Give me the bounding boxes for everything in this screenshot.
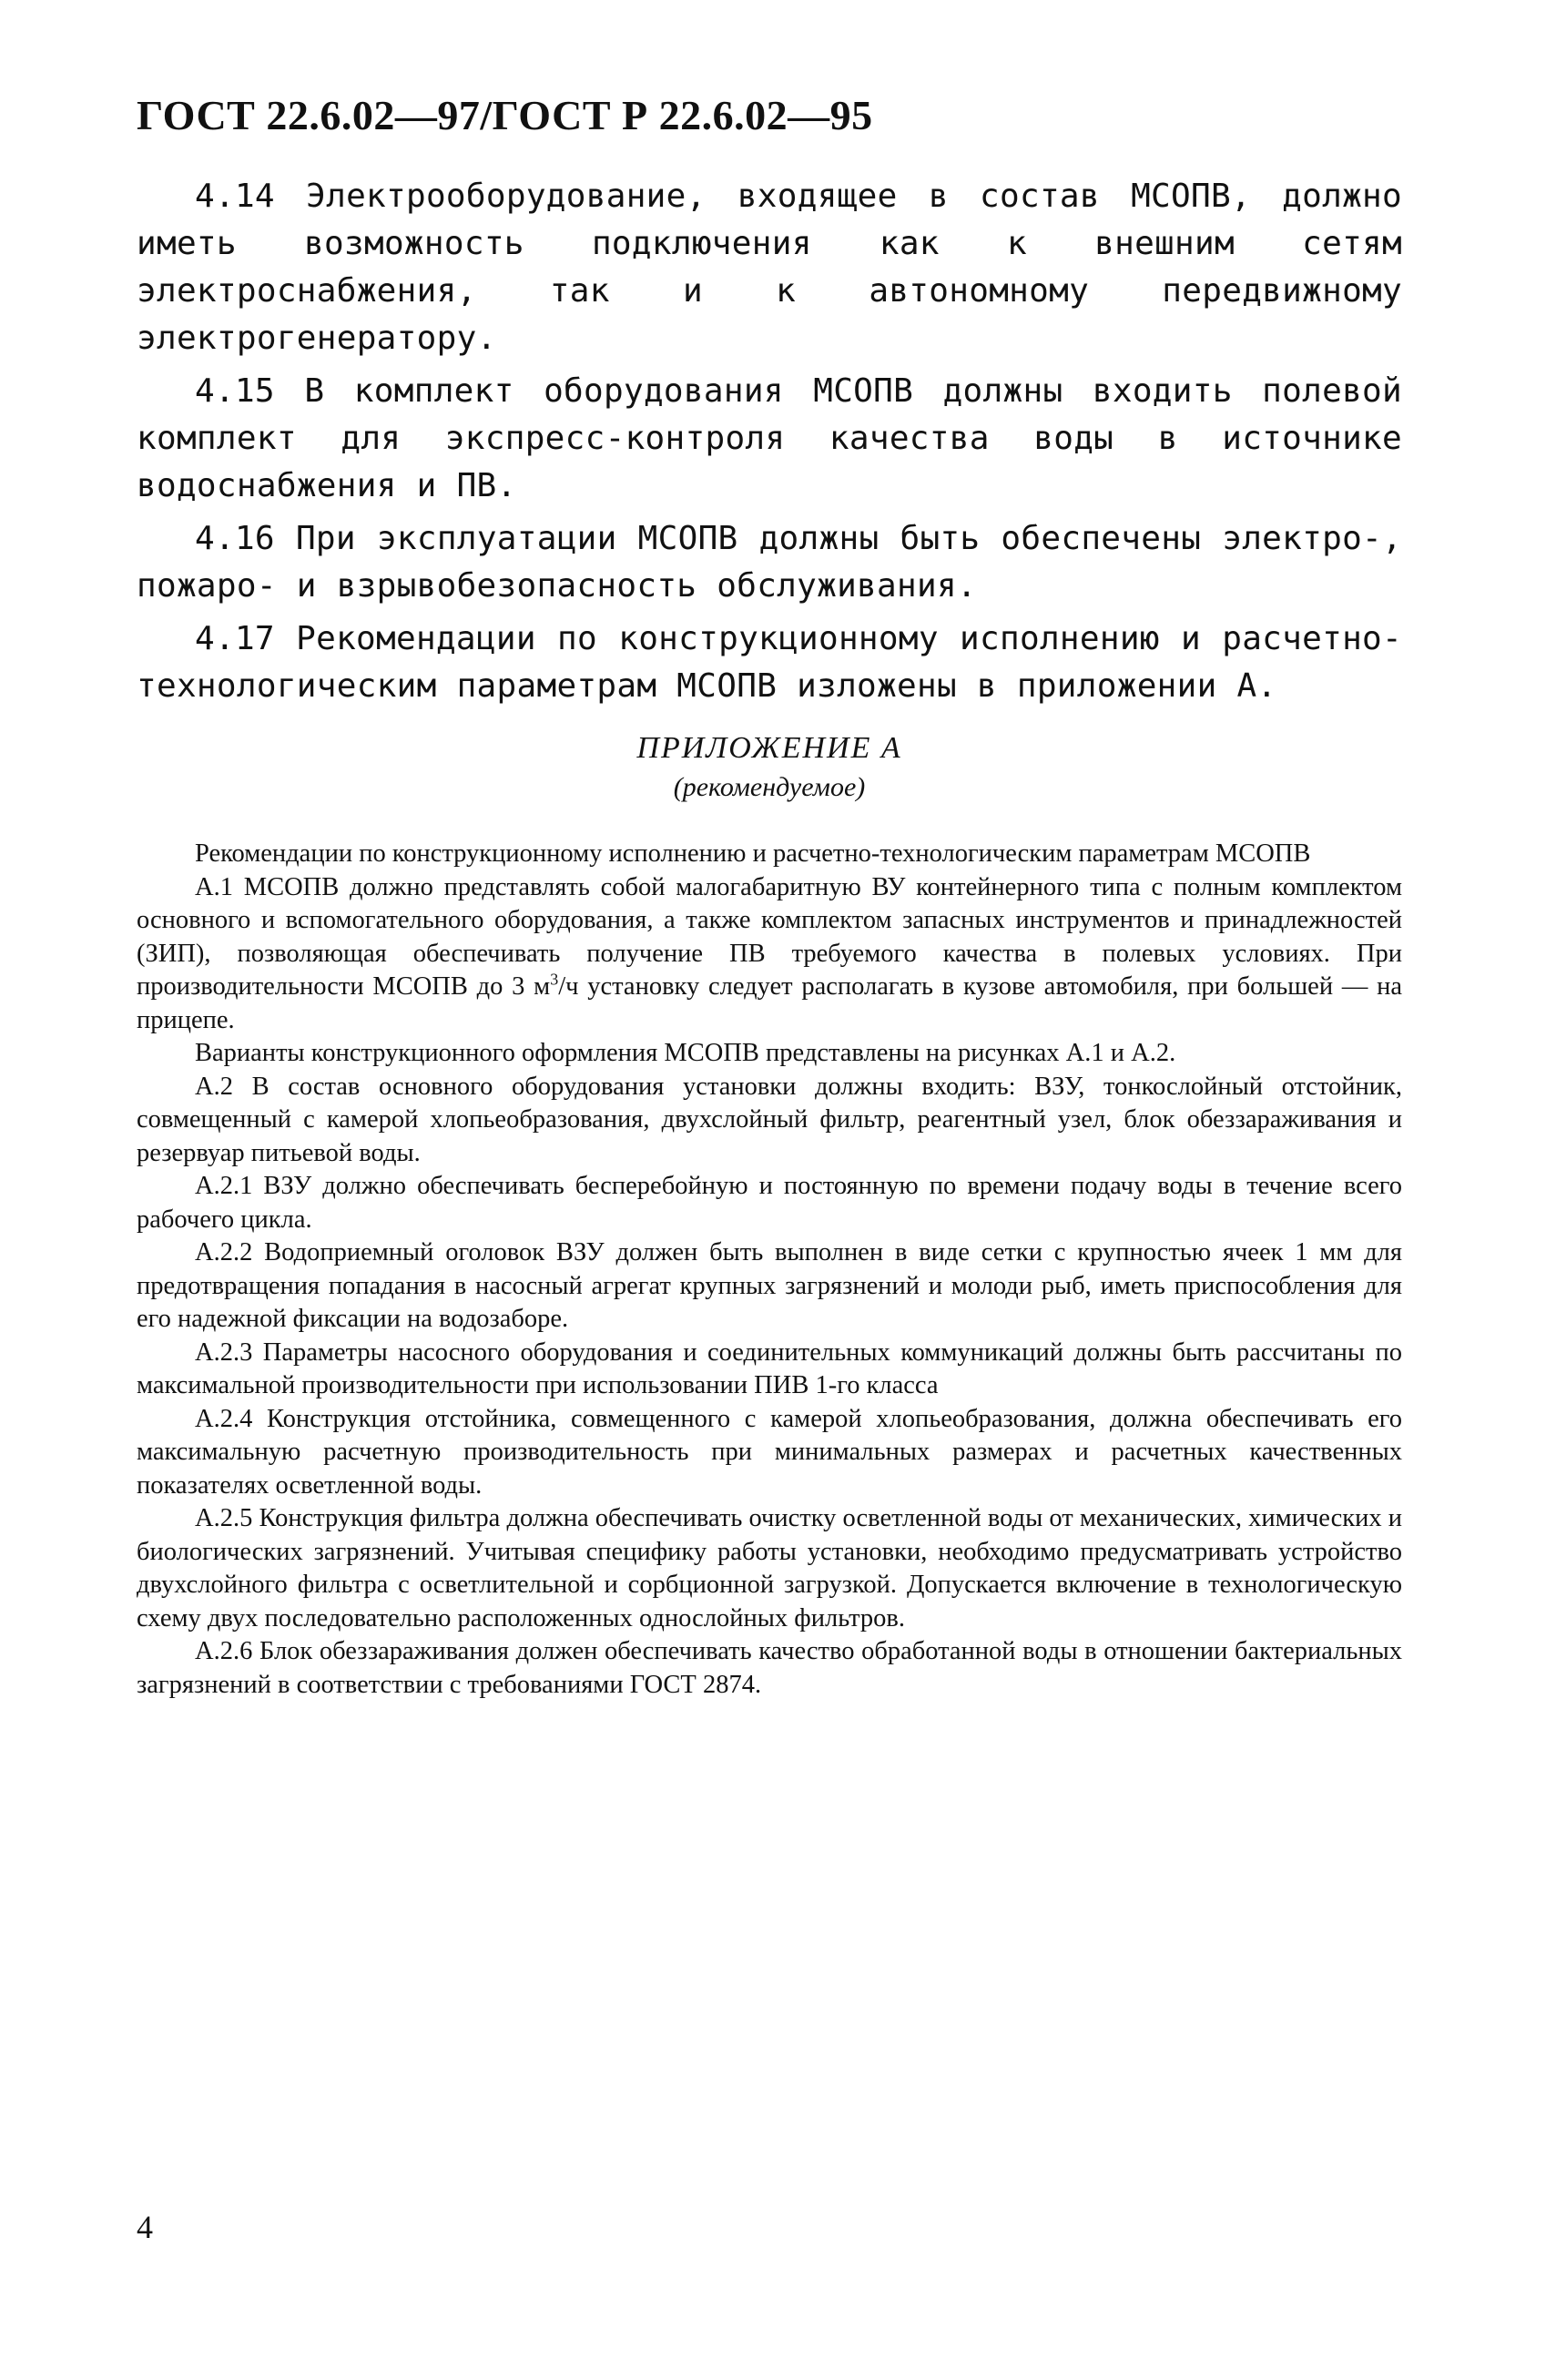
superscript-3: 3 — [550, 970, 559, 989]
paragraph-variants: Варианты конструкционного оформления МСОПВ представлены на рисунках А.1 и А.2. — [195, 1039, 1176, 1067]
paragraph-a1-text-start: А.1 МСОПВ должно представлять собой малогабаритную ВУ контейнерного типа с полным комплектом основного и вспомогательного оборудования, а также комплектом запасных инструментов и принадлежностей (ЗИП), позволяющая обеспечивать получение ПВ требуемого качества в полевых условиях. При производительности МСОПВ до 3 м — [137, 872, 1402, 1001]
paragraph-4-14: 4.14 Электрооборудование, входящее в состав МСОПВ, должно иметь возможность подключения как к внешним сетям электроснабжения, так и к автономному передвижному электрогенератору. — [137, 178, 1402, 357]
appendix-subtitle: (рекомендуемое) — [673, 772, 866, 802]
paragraph-4-17: 4.17 Рекомендации по конструкционному исполнению и расчетно-технологическим параметрам МСОПВ изложены в приложении А. — [137, 620, 1402, 705]
paragraph-a2: А.2 В состав основного оборудования установки должны входить: ВЗУ, тонкослойный отстойник, совмещенный с камерой хлопьеобразования, двухслойный фильтр, реагентный узел, блок обеззараживания и резервуар питьевой воды. — [137, 1072, 1402, 1167]
paragraph-4-16: 4.16 При эксплуатации МСОПВ должны быть обеспечены электро-, пожаро- и взрывобезопасность обслуживания. — [137, 520, 1402, 605]
paragraph-a1 — [137, 871, 1402, 1038]
paragraph-a2-1: А.2.1 ВЗУ должно обеспечивать бесперебойную и постоянную по времени подачу воды в течение всего рабочего цикла. — [137, 1172, 1402, 1234]
paragraph-a2-5: А.2.5 Конструкция фильтра должна обеспечивать очистку осветленной воды от механических, химических и биологических загрязнений. Учитывая специфику работы установки, необходимо предусматривать устройство двухслойного фильтра с осветлительной и сорбционной загрузкой. Допускается включение в технологическую схему двух последовательно расположенных однослойных фильтров. — [137, 1504, 1402, 1632]
paragraph-a2-6: А.2.6 Блок обеззараживания должен обеспечивать качество обработанной воды в отношении бактериальных загрязнений в соответствии с требованиями ГОСТ 2874. — [137, 1637, 1402, 1699]
paragraph-a2-4: А.2.4 Конструкция отстойника, совмещенного с камерой хлопьеобразования, должна обеспечивать его максимальную расчетную производительность при минимальных размерах и расчетных качественных показателях осветленной воды. — [137, 1404, 1402, 1500]
section-4-paragraphs — [137, 173, 1402, 716]
paragraph-a2-3: А.2.3 Параметры насосного оборудования и соединительных коммуникаций должны быть рассчитаны по максимальной производительности при использовании ПИВ 1-го класса — [137, 1337, 1402, 1399]
paragraph-a1-text-end: /ч установку следует располагать в кузове автомобиля, при большей — на прицепе. — [137, 972, 1402, 1034]
appendix-heading — [137, 728, 1402, 807]
paragraph-4-15: 4.15 В комплект оборудования МСОПВ должны входить полевой комплект для экспресс-контроля качества воды в источнике водоснабжения и ПВ. — [137, 372, 1402, 504]
paragraph-a2-2: А.2.2 Водоприемный оголовок ВЗУ должен быть выполнен в виде сетки с крупностью ячеек 1 мм для предотвращения попадания в насосный агрегат крупных загрязнений и молоди рыб, иметь приспособления для его надежной фиксации на водозаборе. — [137, 1238, 1402, 1333]
document-header: ГОСТ 22.6.02—97/ГОСТ Р 22.6.02—95 — [137, 92, 873, 138]
appendix-title: ПРИЛОЖЕНИЕ А — [636, 731, 902, 765]
appendix-body — [137, 838, 1402, 1702]
appendix-intro: Рекомендации по конструкционному исполнению и расчетно-технологическим параметрам МСОПВ — [195, 839, 1311, 868]
page-number: 4 — [137, 2209, 153, 2245]
